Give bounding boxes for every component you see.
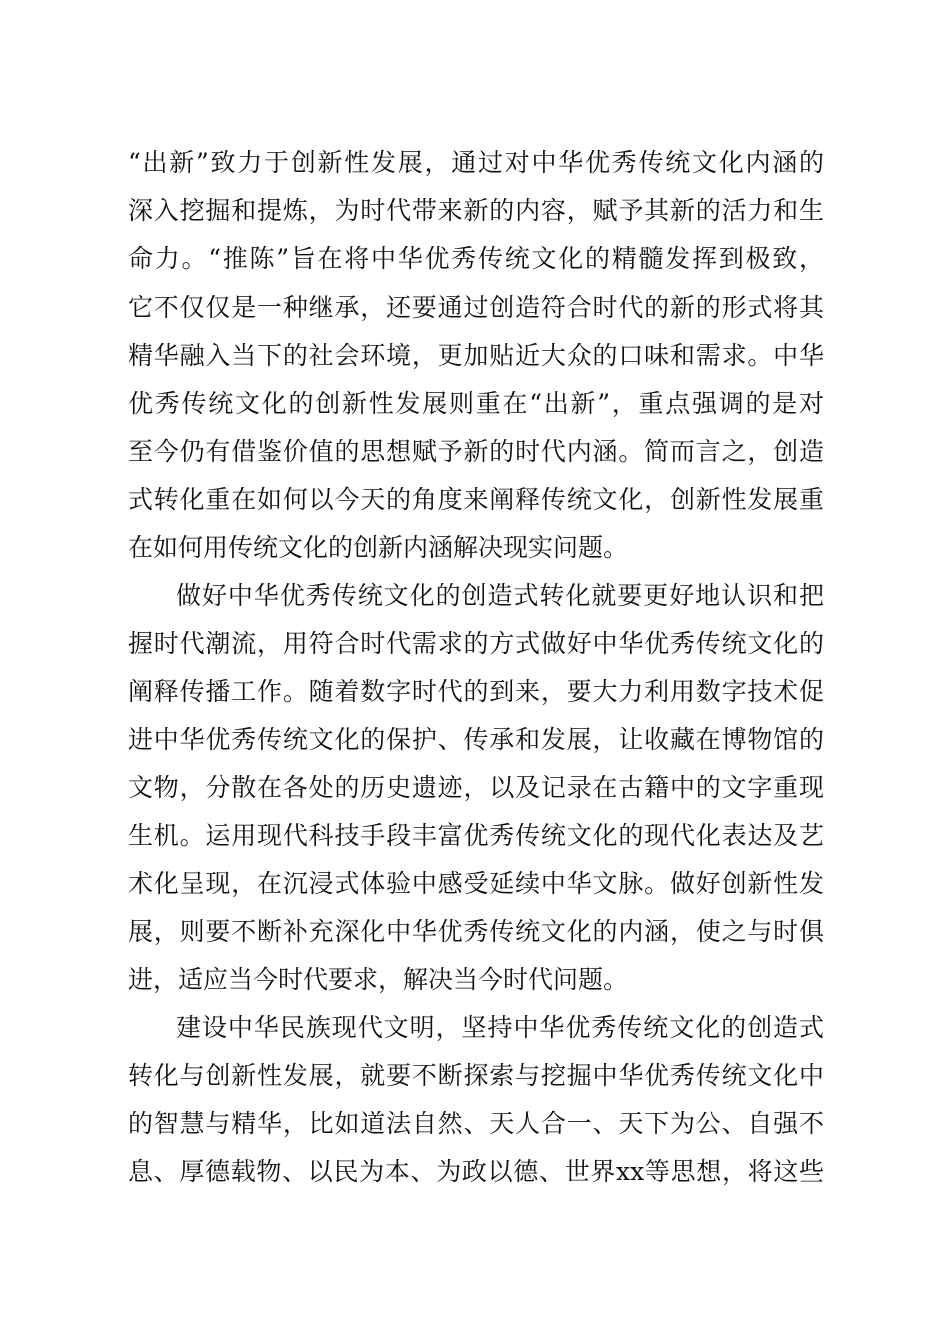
text-line: 转化与创新性发展，就要不断探索与挖掘中华优秀传统文化中 [128,1061,824,1090]
text-line: 握时代潮流，用符合时代需求的方式做好中华优秀传统文化的 [128,629,824,658]
text-line: 进中华优秀传统文化的保护、传承和发展，让收藏在博物馆的 [128,725,824,754]
text-line: 阐释传播工作。随着数字时代的到来，要大力利用数字技术促 [128,677,824,706]
text-line: 至今仍有借鉴价值的思想赋予新的时代内涵。简而言之，创造 [128,437,824,466]
text-line: 建设中华民族现代文明，坚持中华优秀传统文化的创造式 [176,1013,824,1042]
text-line: 深入挖掘和提炼，为时代带来新的内容，赋予其新的活力和生 [128,196,824,225]
text-line: 它不仅仅是一种继承，还要通过创造符合时代的新的形式将其 [128,293,824,322]
text-line: 在如何用传统文化的创新内涵解决现实问题。 [128,533,629,562]
text-line: 优秀传统文化的创新性发展则重在“出新”，重点强调的是对 [128,389,824,418]
text-line: 精华融入当下的社会环境，更加贴近大众的口味和需求。中华 [128,341,824,370]
text-line: 术化呈现，在沉浸式体验中感受延续中华文脉。做好创新性发 [128,869,824,898]
text-line: 文物，分散在各处的历史遗迹，以及记录在古籍中的文字重现 [128,773,824,802]
text-line: 进，适应当今时代要求，解决当今时代问题。 [128,965,629,994]
text-line: 做好中华优秀传统文化的创造式转化就要更好地认识和把 [176,581,824,610]
text-line: 命力。“推陈”旨在将中华优秀传统文化的精髓发挥到极致， [128,244,824,273]
text-line: 生机。运用现代科技手段丰富优秀传统文化的现代化表达及艺 [128,821,824,850]
text-line: 式转化重在如何以今天的角度来阐释传统文化，创新性发展重 [128,485,824,514]
text-line: “出新”致力于创新性发展，通过对中华优秀传统文化内涵的 [128,148,824,177]
text-line: 的智慧与精华，比如道法自然、天人合一、天下为公、自强不 [128,1109,824,1138]
text-line: 息、厚德载物、以民为本、为政以德、世界xx等思想，将这些 [128,1157,824,1186]
text-line: 展，则要不断补充深化中华优秀传统文化的内涵，使之与时俱 [128,917,824,946]
